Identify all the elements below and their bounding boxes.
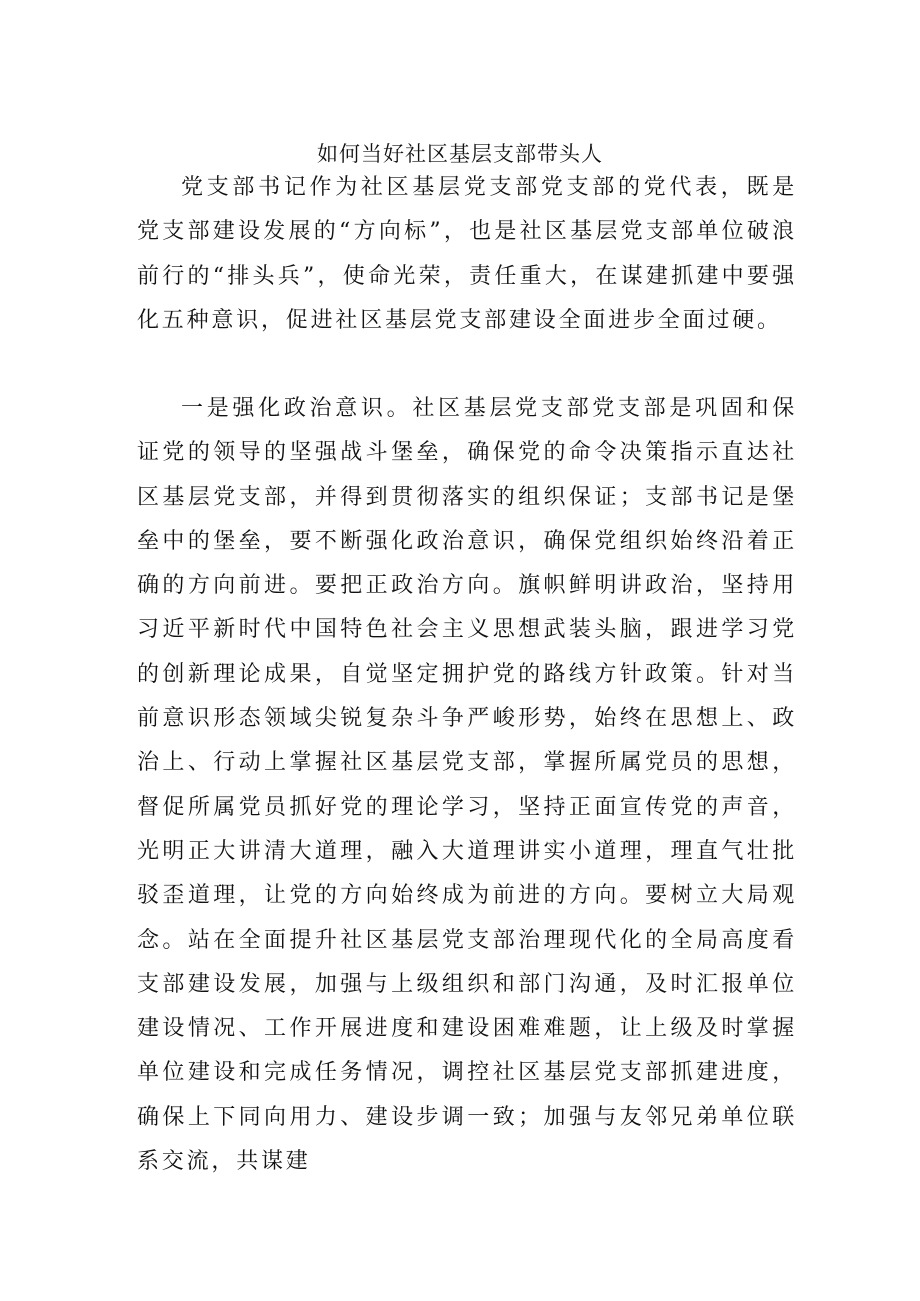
document-title: 如何当好社区基层支部带头人 (317, 142, 603, 166)
paragraph-intro: 党支部书记作为社区基层党支部党支部的党代表，既是党支部建设发展的“方向标”，也是社区基层党支部单位破浪前行的“排头兵”，使命光荣，责任重大，在谋建抓建中要强化五种意识，促进社区基层党支部建设全面进步全面过硬。 (137, 175, 797, 333)
paragraph-political-awareness: 一是强化政治意识。社区基层党支部党支部是巩固和保证党的领导的坚强战斗堡垒，确保党的命令决策指示直达社区基层党支部，并得到贯彻落实的组织保证；支部书记是堡垒中的堡垒，要不断强化政治意识，确保党组织始终沿着正确的方向前进。要把正政治方向。旗帜鲜明讲政治，坚持用习近平新时代中国特色社会主义思想武装头脑，跟进学习党的创新理论成果，自觉坚定拥护党的路线方针政策。针对当前意识形态领域尖锐复杂斗争严峻形势，始终在思想上、政治上、行动上掌握社区基层党支部，掌握所属党员的思想，督促所属党员抓好党的理论学习，坚持正面宣传党的声音，光明正大讲清大道理，融入大道理讲实小道理，理直气壮批驳歪道理，让党的方向始终成为前进的方向。要树立大局观念。站在全面提升社区基层党支部治理现代化的全局高度看支部建设发展，加强与上级组织和部门沟通，及时汇报单位建设情况、工作开展进度和建设困难难题，让上级及时掌握单位建设和完成任务情况，调控社区基层党支部抓建进度，确保上下同向用力、建设步调一致；加强与友邻兄弟单位联系交流，共谋建 (137, 396, 797, 1175)
